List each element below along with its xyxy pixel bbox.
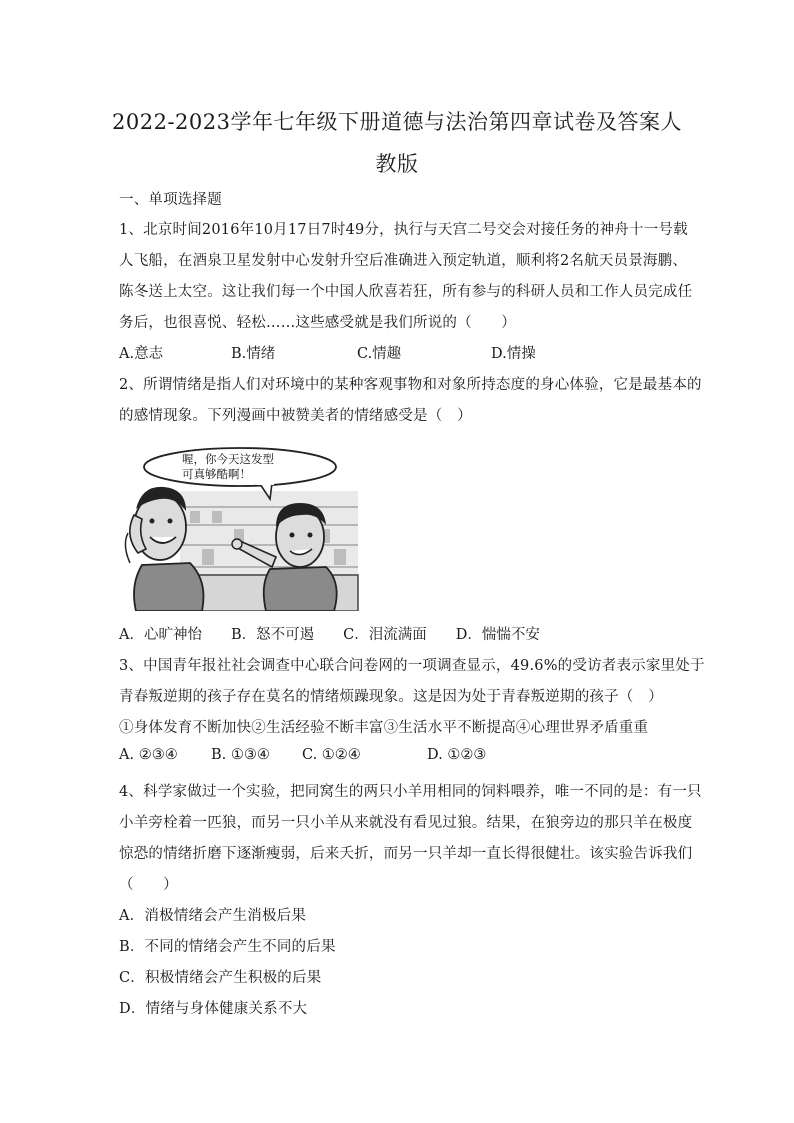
q4-option-b: B．不同的情绪会产生不同的后果: [119, 939, 336, 955]
q4-line4: （ ）: [119, 877, 178, 893]
q4-option-d: D．情绪与身体健康关系不大: [119, 1001, 308, 1017]
q2-options: A．心旷神怡 B．怒不可遏 C．泪流满面 D．惴惴不安: [119, 627, 540, 643]
q1-option-d: D.情操: [491, 346, 536, 362]
q4-option-c: C．积极情绪会产生积极的后果: [119, 970, 322, 986]
q2-line1: 2、所谓情绪是指人们对环境中的某种客观事物和对象所持态度的身心体验，它是最基本的: [119, 377, 702, 393]
q3-option-c: C. ①②④: [302, 747, 361, 763]
q2-line2: 的感情现象。下列漫画中被赞美者的情绪感受是（ ）: [119, 408, 472, 424]
q4-line2: 小羊旁栓着一匹狼，而另一只小羊从来就没有看见过狼。结果，在狼旁边的那只羊在极度: [119, 815, 693, 831]
q1-line3: 陈冬送上太空。这让我们每一个中国人欣喜若狂，所有参与的科研人员和工作人员完成任: [119, 284, 693, 300]
q3-option-d: D. ①②③: [427, 747, 487, 763]
section-heading: 一、单项选择题: [119, 192, 222, 208]
q4-line3: 惊恐的情绪折磨下逐渐瘦弱，后来夭折，而另一只羊却一直长得很健壮。该实验告诉我们: [119, 846, 693, 862]
speech-bubble-line2: 可真够酷啊！: [182, 467, 251, 481]
q3-line2: 青春叛逆期的孩子存在莫名的情绪烦躁现象。这是因为处于青春叛逆期的孩子（ ）: [119, 689, 663, 705]
q4-line1: 4、科学家做过一个实验，把同窝生的两只小羊用相同的饲料喂养，唯一不同的是：有一只: [119, 784, 702, 800]
q3-option-a: A. ②③④: [119, 747, 178, 763]
doc-title-line2: 教版: [375, 152, 419, 176]
speech-bubble-line1: 喔，你今天这发型: [182, 452, 274, 466]
q1-option-b: B.情绪: [231, 346, 276, 362]
q3-line3: ①身体发育不断加快②生活经验不断丰富③生活水平不断提高④心理世界矛盾重重: [119, 720, 649, 736]
q3-option-b: B. ①③④: [211, 747, 270, 763]
doc-title-line1: 2022-2023学年七年级下册道德与法治第四章试卷及答案人: [112, 110, 682, 134]
q1-line1: 1、北京时间2016年10月17日7时49分，执行与天宫二号交会对接任务的神舟十一号载: [119, 222, 688, 238]
q3-line1: 3、中国青年报社社会调查中心联合问卷网的一项调查显示，49.6%的受访者表示家里处于: [119, 658, 705, 674]
q4-option-a: A．消极情绪会产生消极后果: [119, 908, 307, 924]
q1-line4: 务后，也很喜悦、轻松……这些感受就是我们所说的（ ）: [119, 315, 516, 331]
q1-option-a: A.意志: [119, 346, 164, 362]
cartoon-illustration: [120, 445, 360, 611]
q1-line2: 人飞船，在酒泉卫星发射中心发射升空后准确进入预定轨道，顺利将2名航天员景海鹏、: [119, 253, 688, 269]
q1-option-c: C.情趣: [357, 346, 402, 362]
